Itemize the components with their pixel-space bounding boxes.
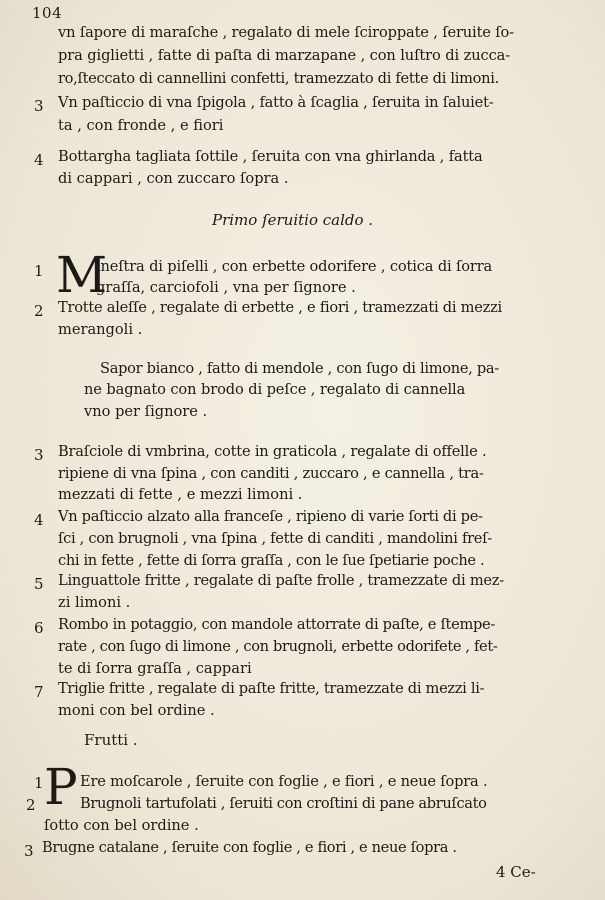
- text-line: ne bagnato con brodo di peſce , regalato di cannella: [84, 381, 466, 398]
- text-line: mezzati di fette , e mezzi limoni .: [58, 486, 303, 503]
- section-heading: Frutti .: [84, 731, 138, 749]
- text-line: merangoli .: [58, 321, 143, 338]
- text-line: Vn paſticcio alzato alla franceſe , ripieno di varie ſorti di pe-: [58, 508, 483, 525]
- text-line: Vn paſticcio di vna ſpigola , fatto à ſcaglia , ſeruita in ſaluiet-: [58, 94, 494, 111]
- drop-cap: P: [44, 758, 78, 816]
- item-number: 3: [34, 97, 44, 115]
- text-line: moni con bel ordine .: [58, 702, 215, 719]
- item-number: 1: [34, 774, 44, 792]
- text-line: vn ſapore di maraſche , regalato di mele ſciroppate , ſeruite ſo-: [58, 24, 514, 41]
- catchword: 4 Ce-: [496, 863, 536, 881]
- item-number: 1: [34, 262, 44, 280]
- text-line: Rombo in potaggio, con mandole attorrate di paſte, e ſtempe-: [58, 616, 496, 633]
- text-line: graſſa, carciofoli , vna per ſignore .: [96, 279, 356, 296]
- item-number: 4: [34, 511, 44, 529]
- text-line: ſci , con brugnoli , vna ſpina , fette di canditi , mandolini freſ-: [58, 530, 492, 547]
- text-line: ta , con fronde , e fiori: [58, 117, 224, 134]
- text-line: Ere moſcarole , ſeruite con foglie , e fiori , e neue ſopra .: [80, 773, 488, 790]
- text-line: zi limoni .: [58, 594, 131, 611]
- item-number: 2: [26, 796, 36, 814]
- text-line: di cappari , con zuccaro ſopra .: [58, 170, 289, 187]
- text-line: vno per ſignore .: [84, 403, 208, 420]
- text-line: Sapor bianco , fatto di mendole , con ſugo di limone, pa-: [100, 360, 499, 377]
- text-line: te di ſorra graſſa , cappari: [58, 660, 252, 677]
- text-line: ineſtra di piſelli , con erbette odorifere , cotica di ſorra: [96, 258, 493, 275]
- item-number: 6: [34, 619, 44, 637]
- section-heading: Primo ſeruitio caldo .: [212, 211, 374, 229]
- page-number: 104: [32, 4, 63, 22]
- text-line: rate , con ſugo di limone , con brugnoli, erbette odorifete , fet-: [58, 638, 498, 655]
- text-line: Braſciole di vmbrina, cotte in graticola , regalate di offelle .: [58, 443, 487, 460]
- item-number: 2: [34, 302, 44, 320]
- text-line: Bottargha tagliata ſottile , ſeruita con vna ghirlanda , fatta: [58, 148, 483, 165]
- text-line: Linguattole fritte , regalate di paſte frolle , tramezzate di mez-: [58, 572, 504, 589]
- item-number: 3: [24, 842, 34, 860]
- text-line: Brugnoli tartufolati , ſeruiti con croſtini di pane abruſcato: [80, 795, 487, 812]
- item-number: 7: [34, 683, 44, 701]
- text-line: Brugne catalane , ſeruite con foglie , e fiori , e neue ſopra .: [42, 839, 457, 856]
- text-line: Triglie fritte , regalate di paſte fritte, tramezzate di mezzi li-: [58, 680, 485, 697]
- item-number: 3: [34, 446, 44, 464]
- drop-cap: M: [56, 246, 108, 304]
- text-line: ripiene di vna ſpina , con canditi , zuccaro , e cannella , tra-: [58, 465, 484, 482]
- text-line: ro,ſteccato di cannellini confetti, tramezzato di fette di limoni.: [58, 70, 499, 87]
- item-number: 4: [34, 151, 44, 169]
- item-number: 5: [34, 575, 44, 593]
- text-line: ſotto con bel ordine .: [44, 817, 199, 834]
- text-line: Trotte aleſſe , regalate di erbette , e fiori , tramezzati di mezzi: [58, 299, 502, 316]
- text-line: pra giglietti , fatte di paſta di marzapane , con luſtro di zucca-: [58, 47, 511, 64]
- text-line: chi in fette , fette di ſorra graſſa , con le ſue ſpetiarie poche .: [58, 552, 485, 569]
